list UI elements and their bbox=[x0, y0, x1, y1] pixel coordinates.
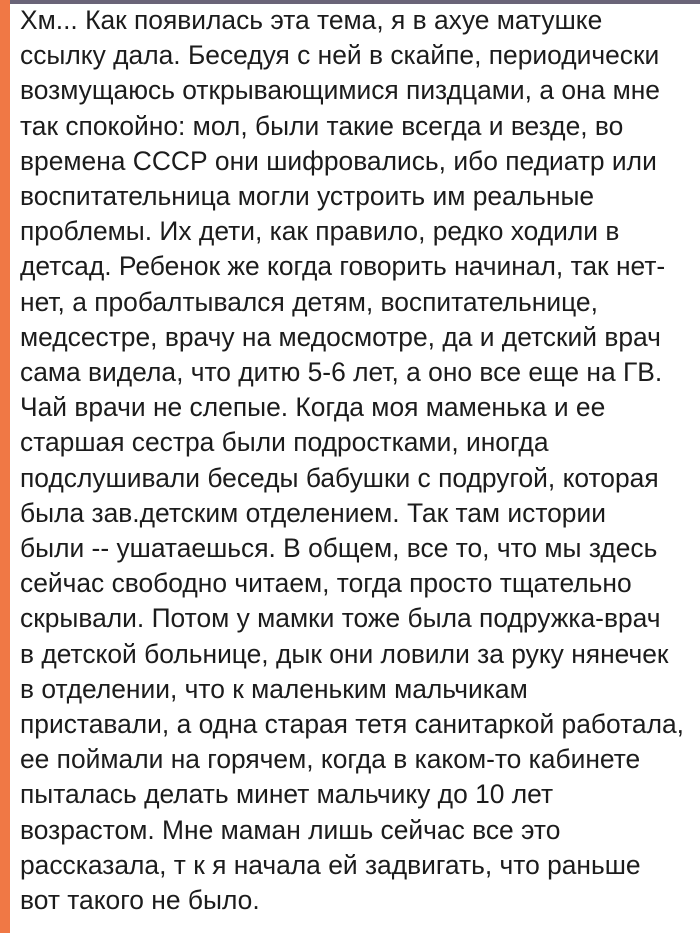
comment-text-line: детсад. Ребенок же когда говорить начинал, так нет- bbox=[20, 251, 666, 282]
comment-text-line: приставали, а одна старая тетя санитаркой работала, bbox=[20, 709, 684, 740]
comment-text-line: возмущаюсь открывающимися пиздцами, а она мне bbox=[20, 75, 660, 106]
comment-body bbox=[20, 3, 696, 918]
comment-text-line: ее поймали на горячем, когда в каком-то кабинете bbox=[20, 744, 641, 775]
comment-text-line: нет, а пробалтывался детям, воспитательнице, bbox=[20, 286, 598, 317]
comment-text-line: сама видела, что дитю 5-6 лет, а оно все еще на ГВ. bbox=[20, 357, 663, 388]
comment-text-line: времена СССР они шифровались, ибо педиатр или bbox=[20, 145, 657, 176]
comment-text-line: сейчас свободно читаем, тогда просто тщательно bbox=[20, 568, 632, 599]
comment-accent-bar bbox=[0, 0, 10, 933]
comment-text-line: были -- ушатаешься. В общем, все то, что мы здесь bbox=[20, 533, 658, 564]
comment-text-line: скрывали. Потом у мамки тоже была подружка-врач bbox=[20, 603, 661, 634]
comment-text-line: старшая сестра были подростками, иногда bbox=[20, 427, 549, 458]
comment-text-line: в детской больнице, дык они ловили за руку нянечек bbox=[20, 638, 669, 669]
comment-text-line: Хм... Как появилась эта тема, я в ахуе матушке bbox=[20, 5, 603, 35]
comment-text-line: подслушивали беседы бабушки с подругой, которая bbox=[20, 462, 659, 493]
comment-text-line: вот такого не было. bbox=[20, 885, 260, 916]
comment-text-line: проблемы. Их дети, как правило, редко ходили в bbox=[20, 216, 620, 247]
comment-text-line: рассказала, т к я начала ей задвигать, что раньше bbox=[20, 849, 641, 880]
comment-text-line: в отделении, что к маленьким мальчикам bbox=[20, 673, 528, 704]
comment-text-line: возрастом. Мне маман лишь сейчас все это bbox=[20, 814, 561, 845]
comment-text-line: так спокойно: мол, были такие всегда и везде, во bbox=[20, 110, 624, 141]
comment-text-line: воспитательница могли устроить им реальные bbox=[20, 181, 595, 212]
comment-text-line: ссылку дала. Беседуя с ней в скайпе, периодически bbox=[20, 40, 660, 71]
comment-text-line: медсестре, врачу на медосмотре, да и детский врач bbox=[20, 321, 661, 352]
comment-text-line: Чай врачи не слепые. Когда моя маменька и ее bbox=[20, 392, 606, 423]
comment-text-line: была зав.детским отделением. Так там истории bbox=[20, 497, 606, 528]
comment-text-line: пыталась делать минет мальчику до 10 лет bbox=[20, 779, 554, 810]
